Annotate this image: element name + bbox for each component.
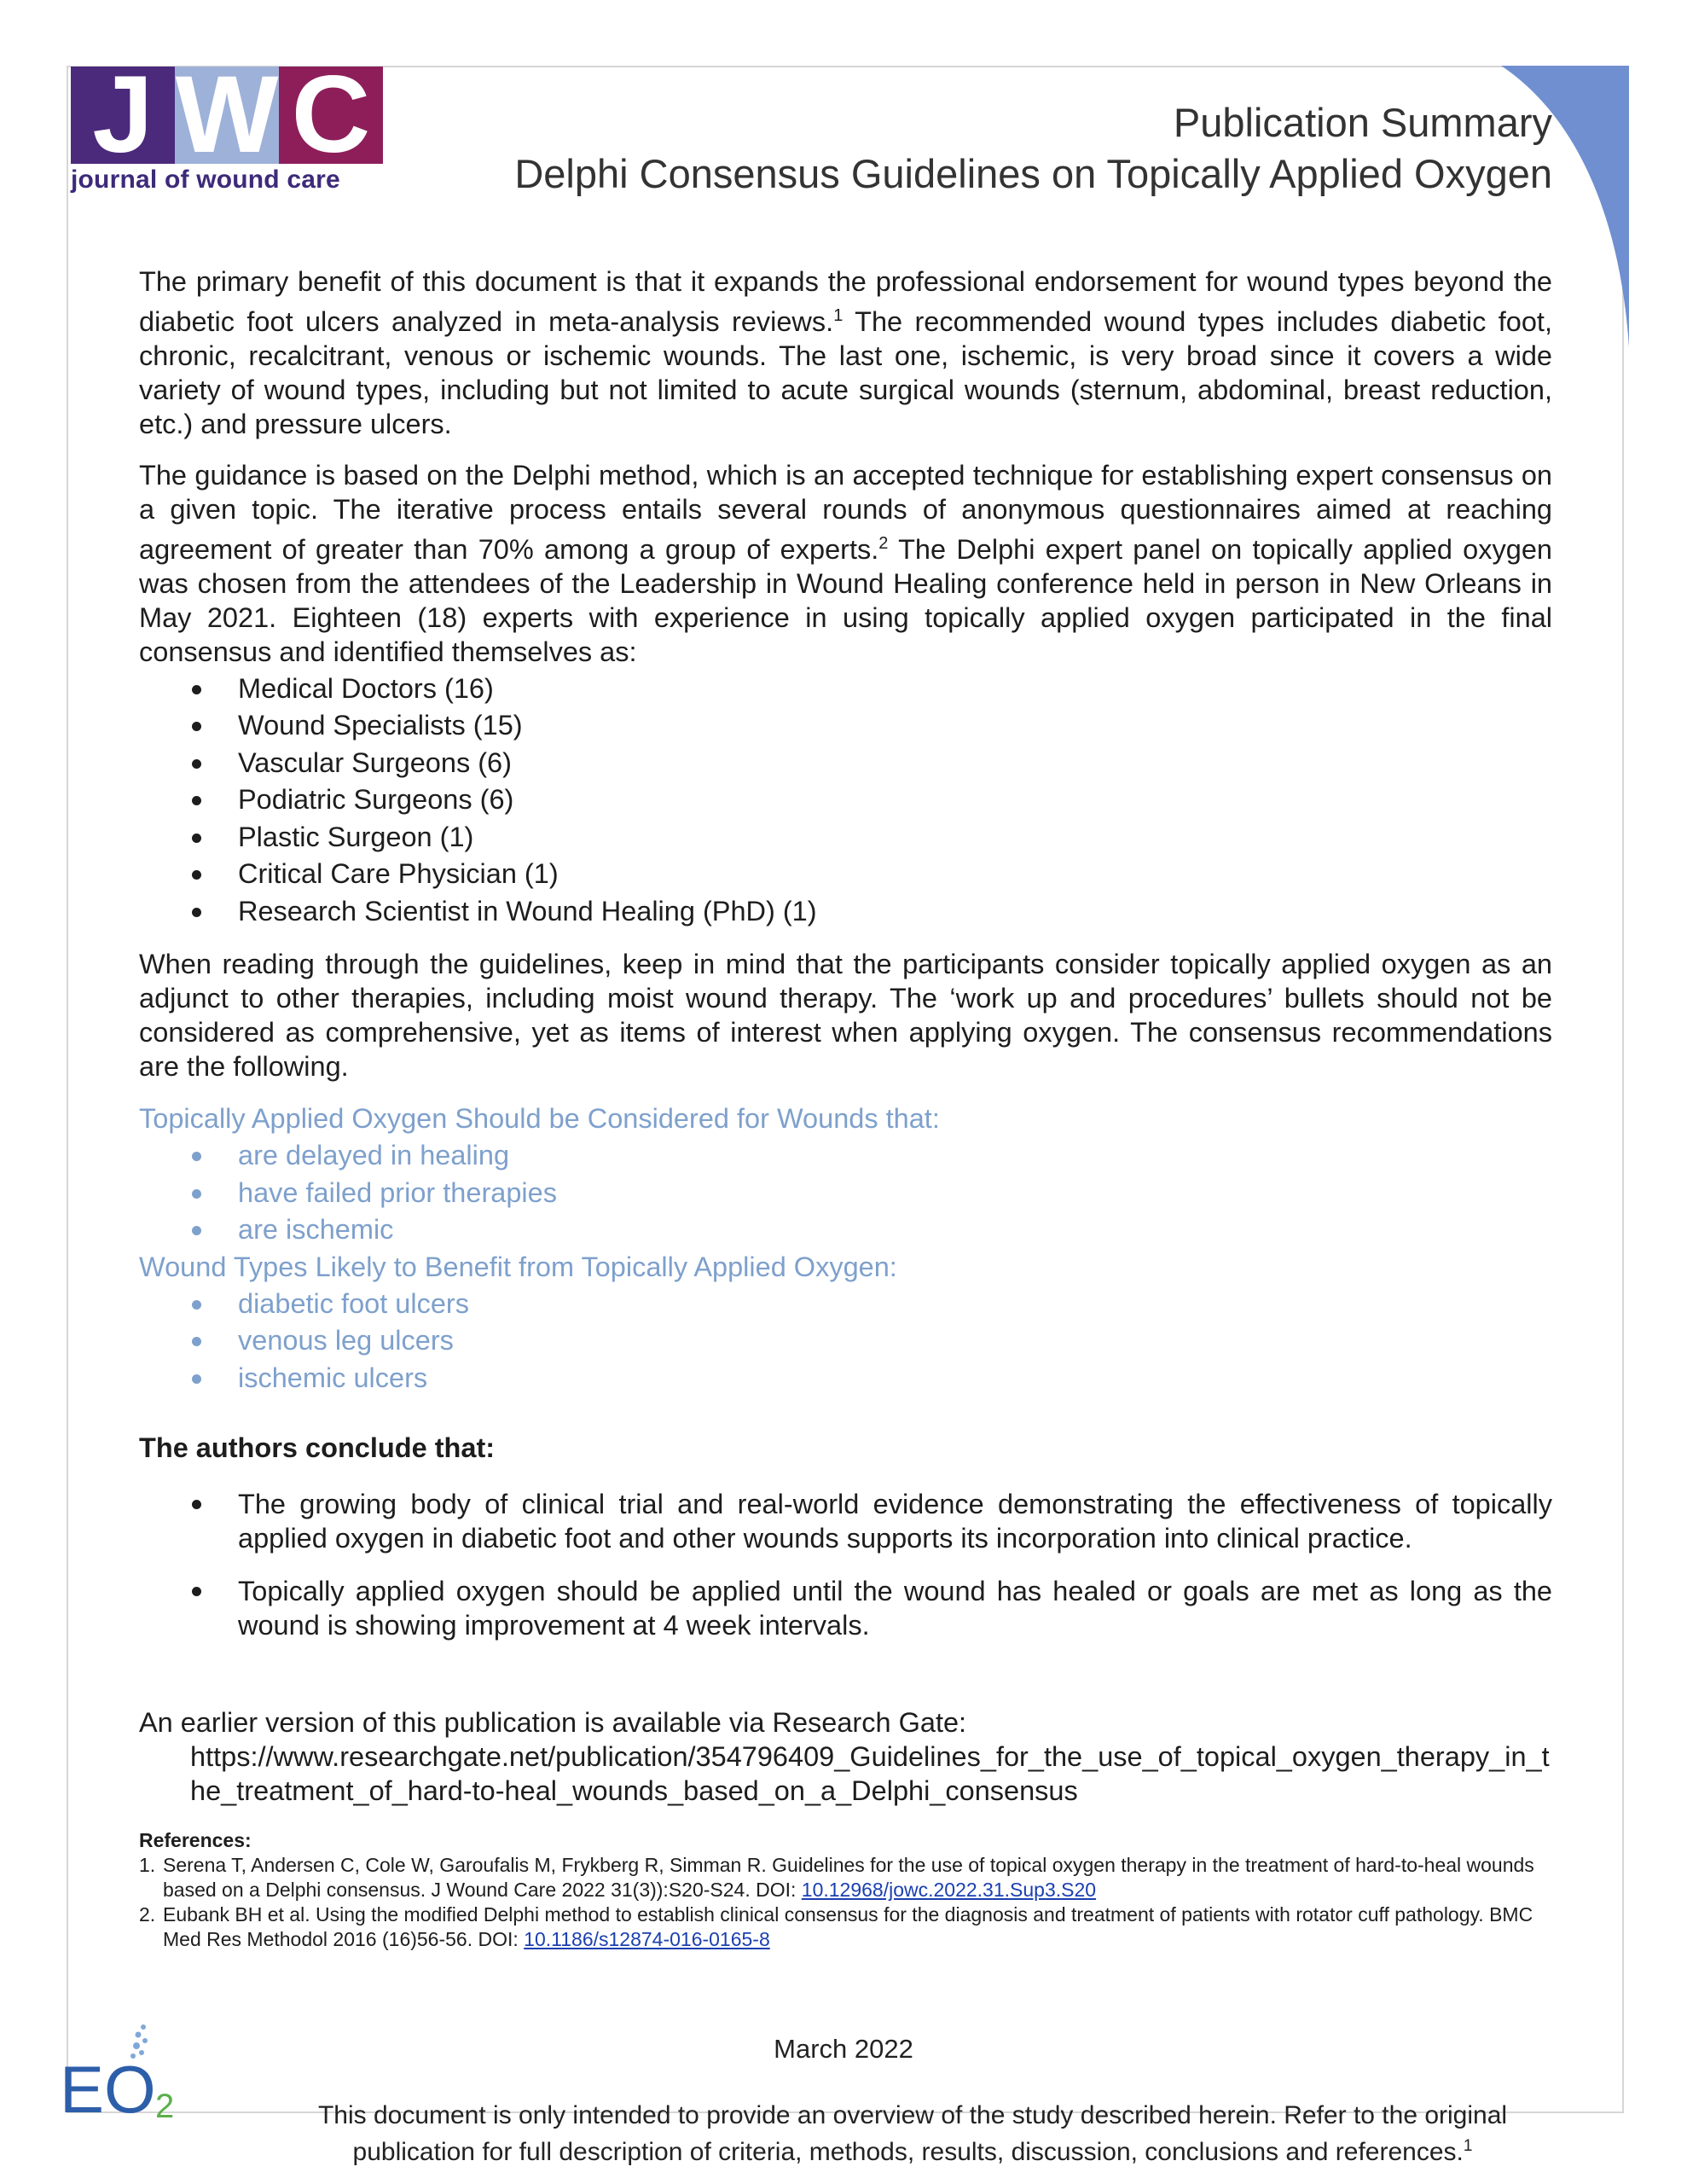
logo-tagline: journal of wound care bbox=[71, 166, 340, 194]
list-item: Wound Specialists (15) bbox=[139, 707, 1552, 745]
document-body bbox=[139, 264, 1552, 1952]
references-heading: References: bbox=[139, 1829, 252, 1852]
reference-item bbox=[139, 1853, 1552, 1902]
logo-letter-j: J bbox=[71, 67, 175, 164]
list-item: The growing body of clinical trial and real-world evidence demonstrating the effectiveness of topically applied oxygen in diabetic foot and other wounds supports its incorporation into clinical practice. bbox=[139, 1487, 1552, 1555]
wound-types-list bbox=[139, 1286, 1552, 1397]
reference-doi-link[interactable]: 10.12968/jowc.2022.31.Sup3.S20 bbox=[801, 1879, 1097, 1902]
disclaimer bbox=[281, 2100, 1544, 2168]
list-item: Vascular Surgeons (6) bbox=[139, 745, 1552, 782]
eo2-logo-subscript: 2 bbox=[155, 2088, 175, 2124]
list-item: have failed prior therapies bbox=[139, 1175, 1552, 1212]
consider-list bbox=[139, 1137, 1552, 1249]
list-item: Podiatric Surgeons (6) bbox=[139, 781, 1552, 819]
reference-number: 2. bbox=[139, 1903, 156, 1926]
reference-item bbox=[139, 1902, 1552, 1952]
paragraph-2-text-b: The Delphi expert panel on topically applied oxygen was chosen from the attendees of the Leadership in Wound Healing conference held in person in New Orleans in May 2021. Eighteen (18) experts with experience in using topically applied oxygen participated in the final consensus and identified themselves as: bbox=[139, 533, 1552, 667]
references bbox=[139, 1828, 1552, 1952]
header-title-line1: Publication Summary bbox=[1173, 100, 1552, 145]
research-gate-url: https://www.researchgate.net/publication/354796409_Guidelines_for_the_use_of_topical_oxygen_therapy_in_the_treatment_of_hard-to-heal_wounds_based_on_a_Delphi_consensus bbox=[190, 1741, 1550, 1807]
wound-types-heading: Wound Types Likely to Benefit from Topically Applied Oxygen: bbox=[139, 1251, 897, 1282]
citation-1: 1 bbox=[833, 306, 844, 325]
consider-heading: Topically Applied Oxygen Should be Considered for Wounds that: bbox=[139, 1103, 940, 1135]
paragraph-2-text: The guidance is based on the Delphi method, which is an accepted technique for establishing expert consensus on a given topic. The iterative process entails several rounds of anonymous questionnaires aimed at reaching agreement of greater than 70% among a group of experts. bbox=[139, 459, 1552, 565]
disclaimer-text: This document is only intended to provide an overview of the study described herein. Refer to the original publication for full description of criteria, methods, results, discussion, conclusions and references. bbox=[317, 2101, 1508, 2166]
eo2-logo-text: EO bbox=[60, 2052, 156, 2124]
logo-letter-c: C bbox=[279, 67, 383, 164]
paragraph-3: When reading through the guidelines, keep in mind that the participants consider topically applied oxygen as an adjunct to other therapies, including moist wound therapy. The ‘work up and procedures’ bullets should not be considered as comprehensive, yet as items of interest when applying oxygen. The consensus recommendations are the following. bbox=[139, 949, 1552, 1083]
list-item: ischemic ulcers bbox=[139, 1360, 1552, 1397]
list-item: Critical Care Physician (1) bbox=[139, 856, 1552, 893]
authors-heading: The authors conclude that: bbox=[139, 1432, 496, 1464]
list-item: Research Scientist in Wound Healing (PhD) (1) bbox=[139, 893, 1552, 931]
reference-number: 1. bbox=[139, 1854, 156, 1877]
publication-date: March 2022 bbox=[774, 2034, 913, 2064]
citation-2: 2 bbox=[878, 533, 889, 553]
list-item: diabetic foot ulcers bbox=[139, 1286, 1552, 1323]
list-item: Topically applied oxygen should be applied until the wound has healed or goals are met as long as the wound is showing improvement at 4 week intervals. bbox=[139, 1574, 1552, 1642]
paragraph-2 bbox=[139, 458, 1552, 669]
experts-list bbox=[139, 671, 1552, 931]
reference-doi-link[interactable]: 10.1186/s12874-016-0165-8 bbox=[524, 1928, 770, 1951]
logo-letter-w: W bbox=[175, 54, 279, 176]
jwc-logo bbox=[71, 54, 383, 205]
reference-text: Eubank BH et al. Using the modified Delphi method to establish clinical consensus for the diagnosis and treatment of patients with rotator cuff pathology. BMC Med Res Methodol 2016 (16)56-56. DOI: bbox=[163, 1903, 1533, 1951]
header-title-line2: Delphi Consensus Guidelines on Topically Applied Oxygen bbox=[514, 151, 1552, 196]
list-item: are delayed in healing bbox=[139, 1137, 1552, 1175]
paragraph-1-text-b: The recommended wound types includes diabetic foot, chronic, recalcitrant, venous or ischemic wounds. The last one, ischemic, is very broad since it covers a wide variety of wound types, including but not limited to acute surgical wounds (sternum, abdominal, breast reduction, etc.) and pressure ulcers. bbox=[139, 305, 1552, 439]
paragraph-1 bbox=[139, 264, 1552, 441]
earlier-version-text: An earlier version of this publication is available via Research Gate: bbox=[139, 1707, 967, 1739]
disclaimer-citation: 1 bbox=[1463, 2137, 1473, 2155]
list-item: Plastic Surgeon (1) bbox=[139, 819, 1552, 857]
header-title bbox=[514, 97, 1552, 200]
references-list bbox=[139, 1853, 1552, 1952]
paragraph-1-text: The primary benefit of this document is that it expands the professional endorsement for wound types beyond the diabetic foot ulcers analyzed in meta-analysis reviews. bbox=[139, 266, 1552, 337]
conclusions-list bbox=[139, 1487, 1552, 1642]
recommendations bbox=[139, 1101, 1552, 1397]
list-item: are ischemic bbox=[139, 1211, 1552, 1249]
list-item: Medical Doctors (16) bbox=[139, 671, 1552, 708]
reference-text: Serena T, Andersen C, Cole W, Garoufalis M, Frykberg R, Simman R. Guidelines for the use of topical oxygen therapy in the treatment of hard-to-heal wounds based on a Delphi consensus. J Wound Care 2022 31(3)):S20-S24. DOI: bbox=[163, 1854, 1534, 1902]
list-item: venous leg ulcers bbox=[139, 1322, 1552, 1360]
